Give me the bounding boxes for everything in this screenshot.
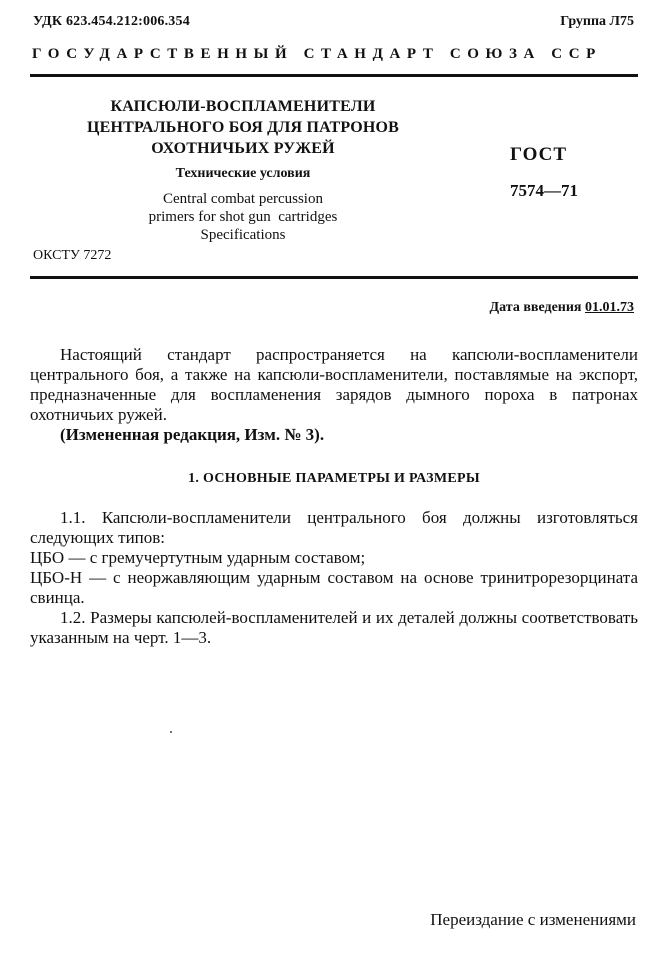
clause-1-2: 1.2. Размеры капсюлей-воспламенителей и их деталей должны соответствовать указанным на черт. 1—3.: [30, 608, 638, 647]
header-rule: [30, 74, 638, 77]
amendment-note: (Измененная редакция, Изм. № 3).: [60, 425, 325, 444]
english-title-line-3: Specifications: [200, 227, 286, 243]
okstu-code: ОКСТУ 7272: [33, 248, 112, 263]
title-line-1: КАПСЮЛИ-ВОСПЛАМЕНИТЕЛИ: [110, 98, 376, 115]
type-cbo: ЦБО — с гремучертутным ударным составом;: [30, 548, 366, 567]
intro-paragraph-block: [30, 345, 638, 445]
gost-label: ГОСТ: [510, 144, 568, 165]
english-title-line-2: primers for shot gun cartridges: [148, 209, 338, 225]
udk-code: УДК 623.454.212:006.354: [33, 14, 190, 29]
section-heading: 1. ОСНОВНЫЕ ПАРАМЕТРЫ И РАЗМЕРЫ: [188, 471, 480, 486]
title-rule: [30, 276, 638, 279]
effective-date-value: 01.01.73: [585, 300, 634, 315]
intro-paragraph: Настоящий стандарт распространяется на капсюли-воспламенители центрального боя, а также на капсюли-воспламенители, поставлямые на экспорт, предназначенные для воспламенения зарядов дымного пороха в патронах охотничьих ружей.: [30, 345, 638, 424]
stray-mark: [170, 731, 172, 733]
effective-date: [490, 300, 634, 316]
reissue-note: Переиздание с изменениями: [430, 910, 636, 929]
technical-conditions-label: Технические условия: [175, 166, 311, 181]
english-title-line-1: Central combat percussion: [163, 191, 323, 207]
gost-number: 7574—71: [510, 181, 578, 200]
title-line-3: ОХОТНИЧЬИХ РУЖЕЙ: [151, 140, 335, 157]
clause-1-1: 1.1. Капсюли-воспламенители центрального боя должны изготовляться следующих типов:: [30, 508, 638, 547]
section-1-body: [30, 508, 638, 648]
standard-title-block: [60, 96, 426, 244]
group-code: Группа Л75: [560, 14, 634, 29]
title-line-2: ЦЕНТРАЛЬНОГО БОЯ ДЛЯ ПАТРОНОВ: [86, 119, 400, 136]
state-standard-heading: ГОСУДАРСТВЕННЫЙ СТАНДАРТ СОЮЗА ССР: [32, 46, 602, 62]
english-title: [60, 190, 426, 244]
type-cbo-n: ЦБО-Н — с неоржавляющим ударным составом на основе тринитрорезорцината свинца.: [30, 568, 638, 607]
effective-date-label: Дата введения: [489, 300, 582, 315]
